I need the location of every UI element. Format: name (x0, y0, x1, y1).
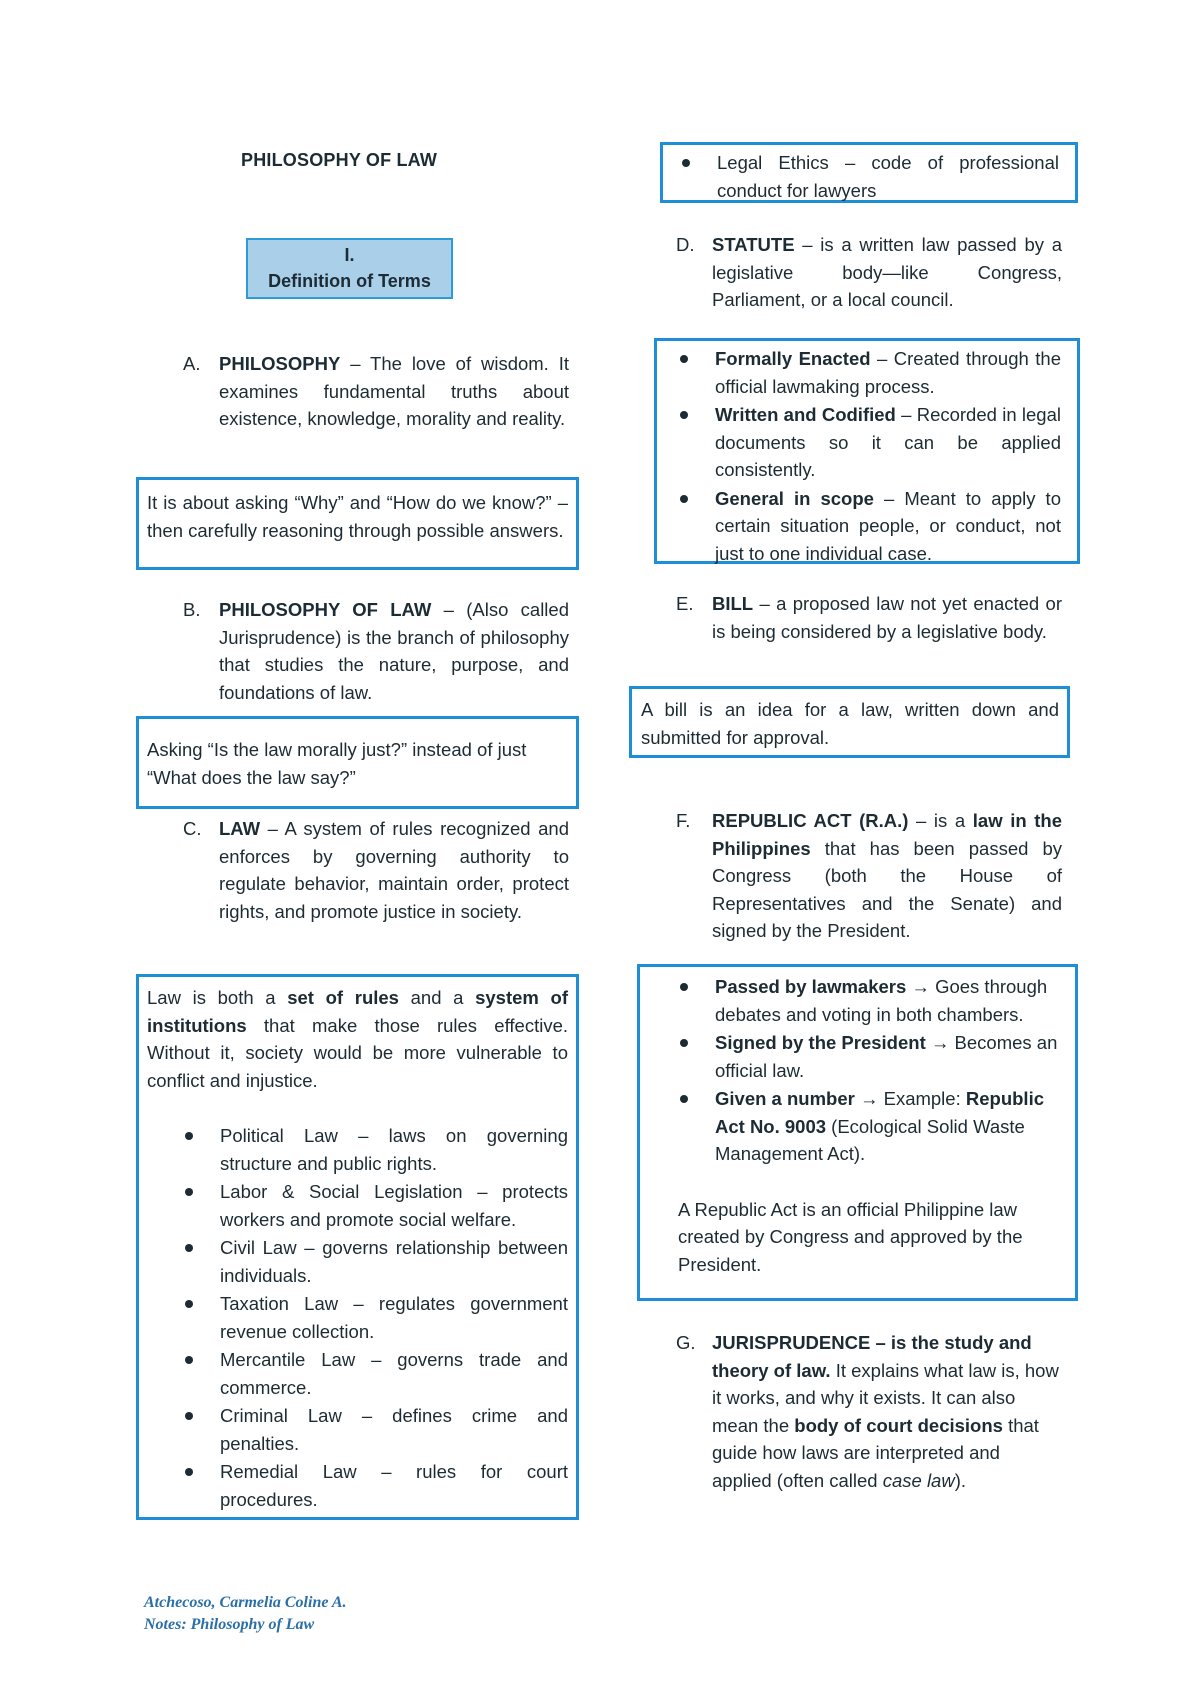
law-branches-list (147, 1122, 568, 1513)
term-e-definition: – a proposed law not yet enacted or is being considered by a legislative body. (712, 593, 1062, 642)
note-box-republic-act (637, 964, 1078, 1301)
list-item: General in scope – Meant to apply to certain situation people, or conduct, not just to one individual case. (715, 485, 1061, 568)
section-heading-box (246, 238, 453, 299)
note-box-statute (654, 338, 1080, 564)
note-republic-act-text: A Republic Act is an official Philippine law created by Congress and approved by the President. (678, 1198, 1023, 1275)
note-box-legal-ethics (660, 142, 1078, 203)
list-item: Labor & Social Legislation – protects workers and promote social welfare. (220, 1178, 568, 1233)
term-d-definition: – is a written law passed by a legislative body—like Congress, Parliament, or a local council. (712, 234, 1062, 310)
legal-ethics-text: Legal Ethics – code of professional conduct for lawyers (717, 152, 1059, 201)
term-g-name: JURISPRUDENCE (712, 1332, 871, 1353)
note-box-bill (629, 686, 1070, 758)
term-c-name: LAW (219, 818, 261, 839)
list-item: Formally Enacted – Created through the official lawmaking process. (715, 345, 1061, 400)
term-f-letter: F. (676, 810, 691, 831)
list-item: Remedial Law – rules for court procedures. (220, 1458, 568, 1513)
term-b-letter: B. (183, 599, 201, 620)
term-b-definition: – (Also called Jurisprudence) is the branch of philosophy that studies the nature, purpose, and foundations of law. (219, 599, 569, 703)
term-c-letter: C. (183, 818, 202, 839)
list-item: Passed by lawmakers → Goes through debates and voting in both chambers. (715, 973, 1063, 1028)
note-box-law (136, 974, 579, 1520)
document-title: PHILOSOPHY OF LAW (241, 150, 438, 170)
note-law-text: Law is both a set of rules and a system of institutions that make those rules effective. Without it, society would be more vulnerable to conflict and injustice. (147, 987, 568, 1091)
note-box-philosophy-of-law (136, 716, 579, 809)
term-a-letter: A. (183, 353, 201, 374)
list-item: Mercantile Law – governs trade and commerce. (220, 1346, 568, 1401)
list-item: Taxation Law – regulates government revenue collection. (220, 1290, 568, 1345)
section-heading: Definition of Terms (268, 271, 431, 291)
note-philosophy-of-law-text: Asking “Is the law morally just?” instead of just “What does the law say?” (147, 739, 527, 788)
footer-subject: Notes: Philosophy of Law (144, 1616, 315, 1633)
footer-author: Atchecoso, Carmelia Coline A. (144, 1594, 347, 1611)
term-c-definition: – A system of rules recognized and enforces by governing authority to regulate behavior, maintain order, protect rights, and promote justice in society. (219, 818, 569, 922)
term-d-letter: D. (676, 234, 695, 255)
term-f-name: REPUBLIC ACT (R.A.) (712, 810, 909, 831)
list-item: Criminal Law – defines crime and penalties. (220, 1402, 568, 1457)
term-a-definition: – The love of wisdom. It examines fundamental truths about existence, knowledge, morality and reality. (219, 353, 569, 429)
note-bill-text: A bill is an idea for a law, written down and submitted for approval. (641, 699, 1059, 748)
term-f-definition: that has been passed by Congress (both the House of Representatives and the Senate) and signed by the President. (712, 837, 1062, 941)
list-item: Political Law – laws on governing structure and public rights. (220, 1122, 568, 1177)
term-g-letter: G. (676, 1332, 696, 1353)
term-e-letter: E. (676, 593, 694, 614)
term-a-name: PHILOSOPHY (219, 353, 341, 374)
term-b-name: PHILOSOPHY OF LAW (219, 599, 432, 620)
list-item (717, 149, 1059, 204)
footer (144, 1592, 347, 1636)
list-item: Civil Law – governs relationship between individuals. (220, 1234, 568, 1289)
note-box-philosophy (136, 477, 579, 570)
section-number: I. (344, 245, 355, 265)
term-d-name: STATUTE (712, 234, 795, 255)
note-philosophy-text: It is about asking “Why” and “How do we know?” – then carefully reasoning through possible answers. (147, 492, 568, 541)
list-item: Written and Codified – Recorded in legal documents so it can be applied consistently. (715, 401, 1061, 484)
list-item: Given a number → Example: Republic Act No. 9003 (Ecological Solid Waste Management Act). (715, 1085, 1063, 1168)
list-item: Signed by the President → Becomes an official law. (715, 1029, 1063, 1084)
term-e-name: BILL (712, 593, 754, 614)
